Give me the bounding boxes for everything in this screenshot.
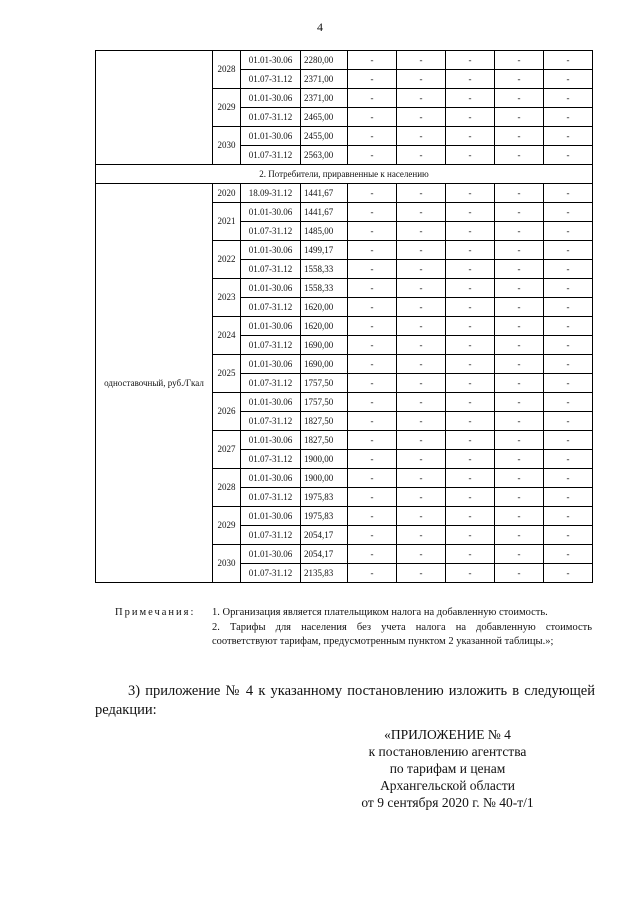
dash-cell: -: [495, 298, 544, 317]
tariff-value-cell: 2465,00: [301, 108, 348, 127]
tariff-value-cell: 2563,00: [301, 146, 348, 165]
dash-cell: -: [397, 336, 446, 355]
year-cell: 2028: [213, 469, 241, 507]
dash-cell: -: [397, 469, 446, 488]
dash-cell: -: [495, 412, 544, 431]
dash-cell: -: [495, 564, 544, 583]
tariff-value-cell: 1900,00: [301, 469, 348, 488]
dash-cell: -: [495, 336, 544, 355]
dash-cell: -: [446, 203, 495, 222]
period-cell: 01.07-31.12: [241, 336, 301, 355]
dash-cell: -: [348, 526, 397, 545]
year-cell: 2022: [213, 241, 241, 279]
dash-cell: -: [348, 412, 397, 431]
note-item-1: 1. Организация является плательщиком налога на добавленную стоимость.: [212, 607, 548, 618]
dash-cell: -: [397, 146, 446, 165]
dash-cell: -: [397, 127, 446, 146]
dash-cell: -: [544, 431, 593, 450]
period-cell: 01.01-30.06: [241, 241, 301, 260]
dash-cell: -: [544, 241, 593, 260]
dash-cell: -: [544, 355, 593, 374]
dash-cell: -: [446, 431, 495, 450]
dash-cell: -: [397, 564, 446, 583]
notes-list: [212, 606, 592, 650]
dash-cell: -: [495, 469, 544, 488]
dash-cell: -: [397, 317, 446, 336]
category-cell: одноставочный, руб./Гкал: [96, 184, 213, 583]
dash-cell: -: [495, 431, 544, 450]
dash-cell: -: [446, 298, 495, 317]
dash-cell: -: [495, 70, 544, 89]
dash-cell: -: [446, 507, 495, 526]
dash-cell: -: [544, 488, 593, 507]
year-cell: 2030: [213, 127, 241, 165]
dash-cell: -: [495, 393, 544, 412]
dash-cell: -: [446, 450, 495, 469]
table-row: [96, 51, 593, 70]
notes-label: Примечания:: [115, 607, 196, 618]
dash-cell: -: [446, 526, 495, 545]
dash-cell: -: [446, 146, 495, 165]
period-cell: 01.07-31.12: [241, 260, 301, 279]
dash-cell: -: [348, 469, 397, 488]
dash-cell: -: [544, 184, 593, 203]
dash-cell: -: [397, 412, 446, 431]
dash-cell: -: [544, 526, 593, 545]
year-cell: 2028: [213, 51, 241, 89]
tariff-value-cell: 1558,33: [301, 279, 348, 298]
dash-cell: -: [348, 431, 397, 450]
period-cell: 01.01-30.06: [241, 469, 301, 488]
year-cell: 2024: [213, 317, 241, 355]
dash-cell: -: [544, 146, 593, 165]
tariff-value-cell: 2371,00: [301, 89, 348, 108]
dash-cell: -: [495, 279, 544, 298]
dash-cell: -: [348, 298, 397, 317]
dash-cell: -: [397, 89, 446, 108]
amendment-paragraph: 3) приложение № 4 к указанному постановлению изложить в следующей редакции:: [95, 683, 595, 718]
dash-cell: -: [348, 355, 397, 374]
year-cell: 2030: [213, 545, 241, 583]
dash-cell: -: [446, 488, 495, 507]
appendix-line-4: Архангельской области: [380, 778, 515, 793]
dash-cell: -: [446, 355, 495, 374]
dash-cell: -: [446, 336, 495, 355]
dash-cell: -: [495, 526, 544, 545]
dash-cell: -: [446, 241, 495, 260]
dash-cell: -: [348, 488, 397, 507]
dash-cell: -: [544, 507, 593, 526]
dash-cell: -: [397, 51, 446, 70]
dash-cell: -: [348, 260, 397, 279]
dash-cell: -: [397, 222, 446, 241]
period-cell: 01.01-30.06: [241, 279, 301, 298]
dash-cell: -: [348, 545, 397, 564]
dash-cell: -: [495, 203, 544, 222]
dash-cell: -: [397, 298, 446, 317]
dash-cell: -: [348, 374, 397, 393]
dash-cell: -: [544, 564, 593, 583]
year-cell: 2029: [213, 89, 241, 127]
dash-cell: -: [348, 241, 397, 260]
tariff-value-cell: 1975,83: [301, 507, 348, 526]
dash-cell: -: [446, 184, 495, 203]
dash-cell: -: [348, 564, 397, 583]
section-title-cell: 2. Потребители, приравненные к населению: [96, 165, 593, 184]
tariff-table-body: [96, 51, 593, 583]
dash-cell: -: [544, 450, 593, 469]
tariff-value-cell: 2280,00: [301, 51, 348, 70]
dash-cell: -: [348, 184, 397, 203]
dash-cell: -: [495, 241, 544, 260]
tariff-value-cell: 1441,67: [301, 184, 348, 203]
section-header-row: [96, 165, 593, 184]
year-cell: 2021: [213, 203, 241, 241]
appendix-line-2: к постановлению агентства: [368, 744, 527, 759]
page-number: 4: [317, 20, 323, 34]
dash-cell: -: [397, 393, 446, 412]
dash-cell: -: [348, 507, 397, 526]
dash-cell: -: [495, 108, 544, 127]
period-cell: 01.07-31.12: [241, 146, 301, 165]
dash-cell: -: [397, 279, 446, 298]
dash-cell: -: [446, 469, 495, 488]
tariff-value-cell: 1690,00: [301, 355, 348, 374]
dash-cell: -: [348, 51, 397, 70]
tariff-value-cell: 1485,00: [301, 222, 348, 241]
dash-cell: -: [397, 450, 446, 469]
dash-cell: -: [397, 431, 446, 450]
dash-cell: -: [348, 108, 397, 127]
table-row: [96, 184, 593, 203]
dash-cell: -: [397, 526, 446, 545]
dash-cell: -: [495, 317, 544, 336]
dash-cell: -: [348, 127, 397, 146]
dash-cell: -: [544, 203, 593, 222]
dash-cell: -: [495, 507, 544, 526]
tariff-value-cell: 2135,83: [301, 564, 348, 583]
year-cell: 2027: [213, 431, 241, 469]
dash-cell: -: [446, 70, 495, 89]
period-cell: 01.01-30.06: [241, 51, 301, 70]
year-cell: 2029: [213, 507, 241, 545]
dash-cell: -: [348, 336, 397, 355]
dash-cell: -: [348, 222, 397, 241]
period-cell: 01.07-31.12: [241, 222, 301, 241]
dash-cell: -: [544, 260, 593, 279]
period-cell: 01.01-30.06: [241, 393, 301, 412]
period-cell: 01.01-30.06: [241, 431, 301, 450]
dash-cell: -: [495, 488, 544, 507]
dash-cell: -: [348, 70, 397, 89]
dash-cell: -: [544, 127, 593, 146]
dash-cell: -: [397, 355, 446, 374]
tariff-value-cell: 1499,17: [301, 241, 348, 260]
dash-cell: -: [544, 70, 593, 89]
year-cell: 2020: [213, 184, 241, 203]
dash-cell: -: [397, 184, 446, 203]
dash-cell: -: [397, 507, 446, 526]
dash-cell: -: [348, 89, 397, 108]
tariff-value-cell: 1975,83: [301, 488, 348, 507]
dash-cell: -: [397, 545, 446, 564]
dash-cell: -: [495, 374, 544, 393]
dash-cell: -: [397, 260, 446, 279]
dash-cell: -: [544, 393, 593, 412]
period-cell: 01.07-31.12: [241, 450, 301, 469]
dash-cell: -: [397, 488, 446, 507]
tariff-value-cell: 1757,50: [301, 374, 348, 393]
tariff-value-cell: 1900,00: [301, 450, 348, 469]
tariff-table: [95, 50, 593, 583]
dash-cell: -: [544, 317, 593, 336]
year-cell: 2026: [213, 393, 241, 431]
dash-cell: -: [544, 469, 593, 488]
period-cell: 01.01-30.06: [241, 203, 301, 222]
period-cell: 01.01-30.06: [241, 317, 301, 336]
appendix-line-1: «ПРИЛОЖЕНИЕ № 4: [384, 727, 511, 742]
dash-cell: -: [446, 260, 495, 279]
category-cell: [96, 51, 213, 165]
dash-cell: -: [544, 412, 593, 431]
dash-cell: -: [446, 108, 495, 127]
dash-cell: -: [544, 336, 593, 355]
dash-cell: -: [348, 146, 397, 165]
dash-cell: -: [495, 146, 544, 165]
tariff-value-cell: 1620,00: [301, 317, 348, 336]
dash-cell: -: [446, 564, 495, 583]
dash-cell: -: [544, 545, 593, 564]
dash-cell: -: [397, 241, 446, 260]
dash-cell: -: [495, 127, 544, 146]
period-cell: 01.07-31.12: [241, 412, 301, 431]
note-item-2: 2. Тарифы для населения без учета налога на добавленную стоимость соответствуют тарифам, предусмотренным пунктом 2 указанной таблицы.»;: [212, 622, 592, 647]
period-cell: 01.07-31.12: [241, 526, 301, 545]
tariff-value-cell: 1620,00: [301, 298, 348, 317]
period-cell: 01.07-31.12: [241, 488, 301, 507]
dash-cell: -: [446, 412, 495, 431]
dash-cell: -: [495, 184, 544, 203]
dash-cell: -: [544, 89, 593, 108]
tariff-value-cell: 2371,00: [301, 70, 348, 89]
period-cell: 01.07-31.12: [241, 70, 301, 89]
dash-cell: -: [348, 450, 397, 469]
dash-cell: -: [446, 393, 495, 412]
dash-cell: -: [446, 317, 495, 336]
dash-cell: -: [397, 108, 446, 127]
tariff-value-cell: 1558,33: [301, 260, 348, 279]
dash-cell: -: [495, 545, 544, 564]
tariff-value-cell: 2054,17: [301, 526, 348, 545]
dash-cell: -: [544, 298, 593, 317]
dash-cell: -: [348, 393, 397, 412]
dash-cell: -: [495, 51, 544, 70]
tariff-value-cell: 1757,50: [301, 393, 348, 412]
period-cell: 01.07-31.12: [241, 108, 301, 127]
tariff-value-cell: 1690,00: [301, 336, 348, 355]
period-cell: 01.07-31.12: [241, 564, 301, 583]
period-cell: 01.01-30.06: [241, 127, 301, 146]
dash-cell: -: [446, 545, 495, 564]
dash-cell: -: [544, 279, 593, 298]
period-cell: 18.09-31.12: [241, 184, 301, 203]
period-cell: 01.01-30.06: [241, 89, 301, 108]
period-cell: 01.01-30.06: [241, 507, 301, 526]
appendix-line-5: от 9 сентября 2020 г. № 40-т/1: [361, 795, 534, 810]
year-cell: 2025: [213, 355, 241, 393]
dash-cell: -: [397, 203, 446, 222]
period-cell: 01.07-31.12: [241, 298, 301, 317]
dash-cell: -: [544, 222, 593, 241]
dash-cell: -: [495, 260, 544, 279]
dash-cell: -: [446, 374, 495, 393]
dash-cell: -: [397, 70, 446, 89]
dash-cell: -: [446, 51, 495, 70]
period-cell: 01.07-31.12: [241, 374, 301, 393]
dash-cell: -: [544, 374, 593, 393]
dash-cell: -: [495, 89, 544, 108]
dash-cell: -: [495, 355, 544, 374]
dash-cell: -: [348, 203, 397, 222]
dash-cell: -: [446, 222, 495, 241]
dash-cell: -: [446, 279, 495, 298]
dash-cell: -: [397, 374, 446, 393]
dash-cell: -: [348, 317, 397, 336]
tariff-value-cell: 1441,67: [301, 203, 348, 222]
tariff-value-cell: 2054,17: [301, 545, 348, 564]
dash-cell: -: [495, 450, 544, 469]
period-cell: 01.01-30.06: [241, 545, 301, 564]
year-cell: 2023: [213, 279, 241, 317]
tariff-value-cell: 1827,50: [301, 431, 348, 450]
tariff-value-cell: 2455,00: [301, 127, 348, 146]
period-cell: 01.01-30.06: [241, 355, 301, 374]
dash-cell: -: [544, 51, 593, 70]
dash-cell: -: [446, 89, 495, 108]
dash-cell: -: [495, 222, 544, 241]
tariff-value-cell: 1827,50: [301, 412, 348, 431]
dash-cell: -: [544, 108, 593, 127]
appendix-heading: [330, 726, 565, 811]
dash-cell: -: [348, 279, 397, 298]
dash-cell: -: [446, 127, 495, 146]
appendix-line-3: по тарифам и ценам: [389, 761, 506, 776]
